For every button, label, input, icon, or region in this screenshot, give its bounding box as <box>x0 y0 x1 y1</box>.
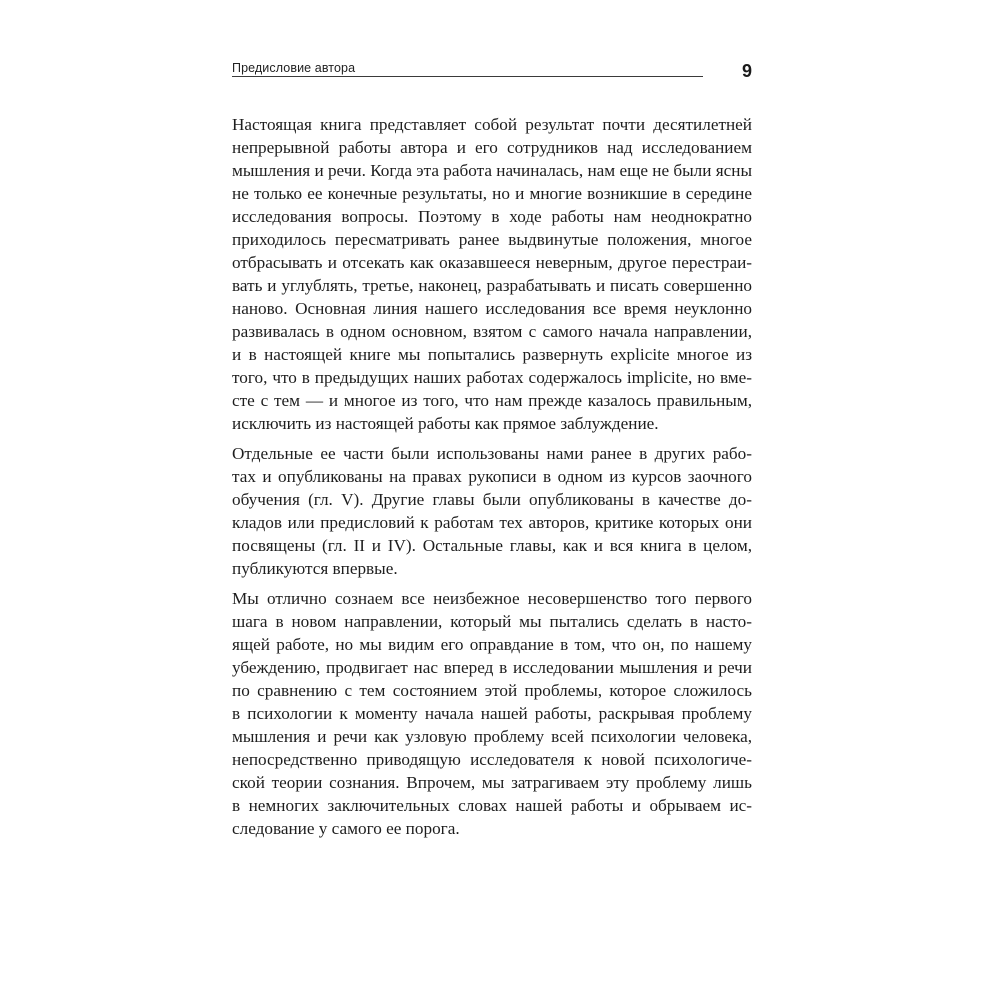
text-line: по сравнению с тем состоянием этой проблемы, которое сложилось <box>232 681 752 700</box>
text-line: исключить из настоящей работы как прямое заблуждение. <box>232 414 659 433</box>
text-line: исследования вопросы. Поэтому в ходе работы нам неоднократно <box>232 207 752 226</box>
text-line: Отдельные ее части были использованы нами ранее в других рабо- <box>232 444 752 463</box>
text-line: посвящены (гл. II и IV). Остальные главы, как и вся книга в целом, <box>232 536 752 555</box>
text-line: развивалась в одном основном, взятом с самого начала направлении, <box>232 322 752 341</box>
text-line: мышления и речи. Когда эта работа начиналась, нам еще не были ясны <box>232 161 753 180</box>
text-line: отбрасывать и отсекать как оказавшееся неверным, другое перестраи- <box>232 253 752 272</box>
text-line: обучения (гл. V). Другие главы были опубликованы в качестве до- <box>232 490 752 509</box>
text-line: ящей работе, но мы видим его оправдание в том, что он, по нашему <box>232 635 752 654</box>
text-line: следование у самого ее порога. <box>232 819 460 838</box>
text-line: приходилось пересматривать ранее выдвинутые положения, многое <box>232 230 752 249</box>
running-title: Предисловие автора <box>232 61 356 75</box>
text-line: в немногих заключительных словах нашей работы и обрываем ис- <box>232 796 752 815</box>
text-line: непрерывной работы автора и его сотрудников над исследованием <box>232 138 752 157</box>
text-line: убеждению, продвигает нас вперед в исследовании мышления и речи <box>232 658 752 677</box>
header-rule <box>232 76 703 77</box>
text-line: Мы отлично сознаем все неизбежное несовершенство того первого <box>232 589 752 608</box>
text-line: не только ее конечные результаты, но и многие возникшие в середине <box>232 184 752 203</box>
text-line: сте с тем — и многое из того, что нам прежде казалось правильным, <box>232 391 752 410</box>
text-line: наново. Основная линия нашего исследования все время неуклонно <box>232 299 752 318</box>
text-line: ской теории сознания. Впрочем, мы затрагиваем эту проблему лишь <box>232 773 752 792</box>
text-line: публикуются впервые. <box>232 559 398 578</box>
text-line: тах и опубликованы на правах рукописи в одном из курсов заочного <box>232 467 752 486</box>
text-line: вать и углублять, третье, наконец, разрабатывать и писать совершенно <box>232 276 752 295</box>
text-line: кладов или предисловий к работам тех авторов, критике которых они <box>232 513 752 532</box>
text-line: в психологии к моменту начала нашей работы, раскрывая проблему <box>232 704 752 723</box>
text-line: шага в новом направлении, который мы пытались сделать в насто- <box>232 612 752 631</box>
text-line: мышления и речи как узловую проблему всей психологии человека, <box>232 727 752 746</box>
page-number: 9 <box>741 61 752 81</box>
text-line: и в настоящей книге мы попытались развернуть explicite многое из <box>232 345 752 364</box>
text-line: того, что в предыдущих наших работах содержалось implicite, но вме- <box>232 368 752 387</box>
text-line: непосредственно приводящую исследователя к новой психологиче- <box>232 750 752 769</box>
text-line: Настоящая книга представляет собой результат почти десятилетней <box>232 115 752 134</box>
